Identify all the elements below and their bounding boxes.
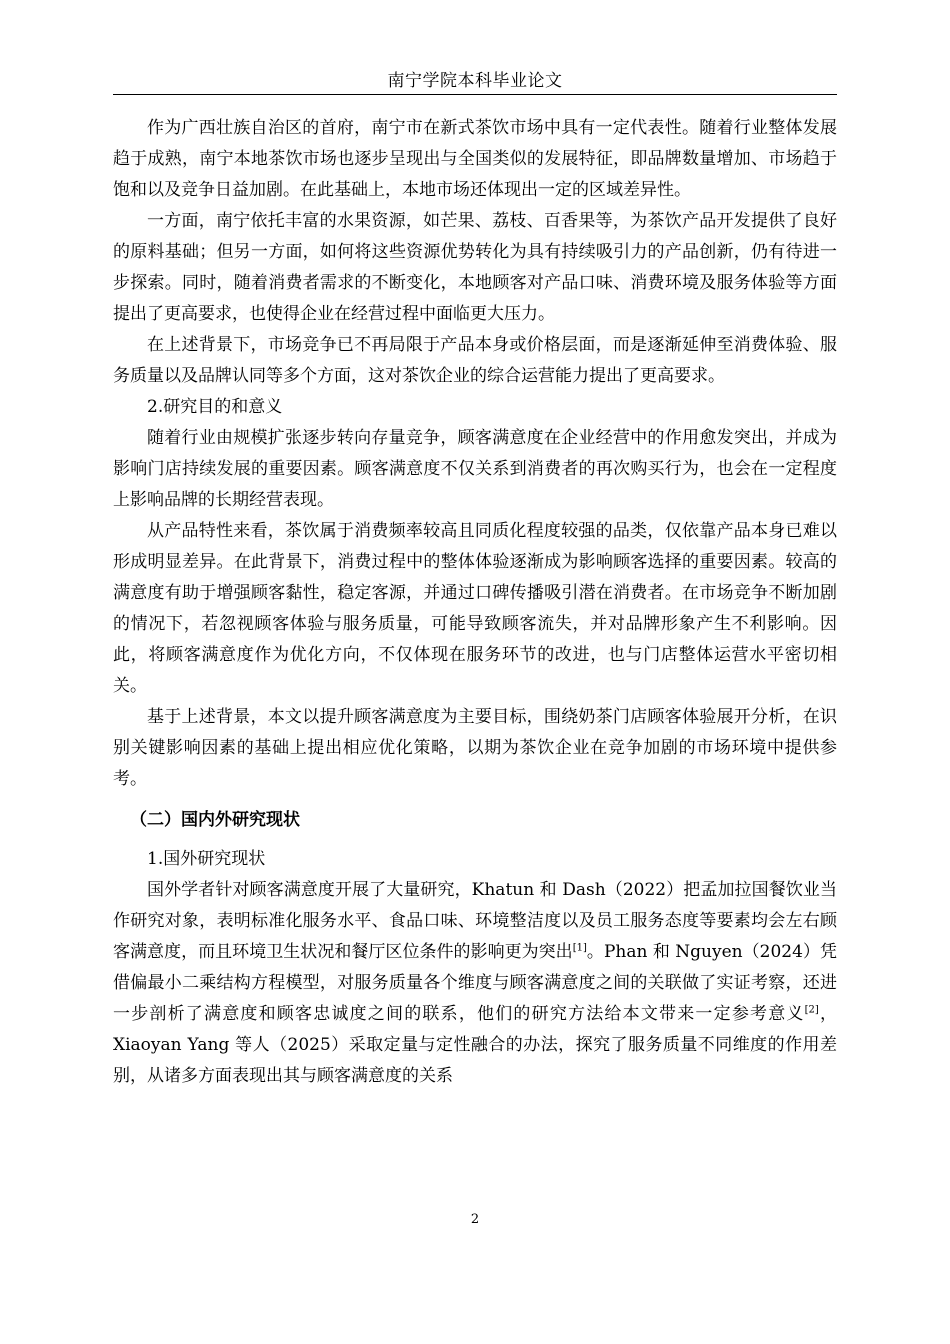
paragraph: 作为广西壮族自治区的首府，南宁市在新式茶饮市场中具有一定代表性。随着行业整体发展趋于成熟，南宁本地茶饮市场也逐步呈现出与全国类似的发展特征，即品牌数量增加、市场趋于饱和以及竞争日益加剧。在此基础上，本地市场还体现出一定的区域差异性。 [113,118,837,200]
section-heading-research-status: （二）国内外研究现状 [130,810,300,830]
paragraph: 基于上述背景，本文以提升顾客满意度为主要目标，围绕奶茶门店顾客体验展开分析，在识别关键影响因素的基础上提出相应优化策略，以期为茶饮企业在竞争加剧的市场环境中提供参考。 [113,707,837,789]
paragraph: 在上述背景下，市场竞争已不再局限于产品本身或价格层面，而是逐渐延伸至消费体验、服务质量以及品牌认同等多个方面，这对茶饮企业的综合运营能力提出了更高要求。 [113,335,837,386]
subsection-heading-foreign: 1.国外研究现状 [147,849,266,869]
paragraph-text: 国外学者针对顾客满意度开展了大量研究，Khatun 和 Dash（2022）把孟加拉国餐饮业当作研究对象，表明标准化服务水平、食品口味、环境整洁度以及员工服务态度等要素均会左右顾客满意度，而且环境卫生状况和餐厅区位条件的影响更为突出 [113,880,837,962]
body-text [113,113,837,1092]
paragraph: 一方面，南宁依托丰富的水果资源，如芒果、荔枝、百香果等，为茶饮产品开发提供了良好的原料基础；但另一方面，如何将这些资源优势转化为具有持续吸引力的产品创新，仍有待进一步探索。同时，随着消费者需求的不断变化，本地顾客对产品口味、消费环境及服务体验等方面提出了更高要求，也使得企业在经营过程中面临更大压力。 [113,211,837,324]
paragraph [113,875,837,1092]
page-number: 2 [470,1212,480,1227]
citation-ref-2: [2] [804,1004,819,1016]
citation-ref-1: [1] [572,942,587,954]
running-header: 南宁学院本科毕业论文 [387,71,563,91]
header-divider [113,94,837,95]
paragraph: 从产品特性来看，茶饮属于消费频率较高且同质化程度较强的品类，仅依靠产品本身已难以形成明显差异。在此背景下，消费过程中的整体体验逐渐成为影响顾客选择的重要因素。较高的满意度有助于增强顾客黏性，稳定客源，并通过口碑传播吸引潜在消费者。在市场竞争不断加剧的情况下，若忽视顾客体验与服务质量，可能导致顾客流失，并对品牌形象产生不利影响。因此，将顾客满意度作为优化方向，不仅体现在服务环节的改进，也与门店整体运营水平密切相关。 [113,521,837,696]
subsection-heading-purpose: 2.研究目的和意义 [147,397,283,417]
paragraph-text: ，Xiaoyan Yang 等人（2025）采取定量与定性融合的办法，探究了服务质量不同维度的作用差别，从诸多方面表现出其与顾客满意度的关系 [113,1004,838,1086]
paragraph-text: 。Phan 和 Nguyen（2024）凭借偏最小二乘结构方程模型，对服务质量各个维度与顾客满意度之间的关联做了实证考察，还进一步剖析了满意度和顾客忠诚度之间的联系，他们的研究方法给本文带来一定参考意义 [113,942,837,1024]
paragraph: 随着行业由规模扩张逐步转向存量竞争，顾客满意度在企业经营中的作用愈发突出，并成为影响门店持续发展的重要因素。顾客满意度不仅关系到消费者的再次购买行为，也会在一定程度上影响品牌的长期经营表现。 [113,428,837,510]
